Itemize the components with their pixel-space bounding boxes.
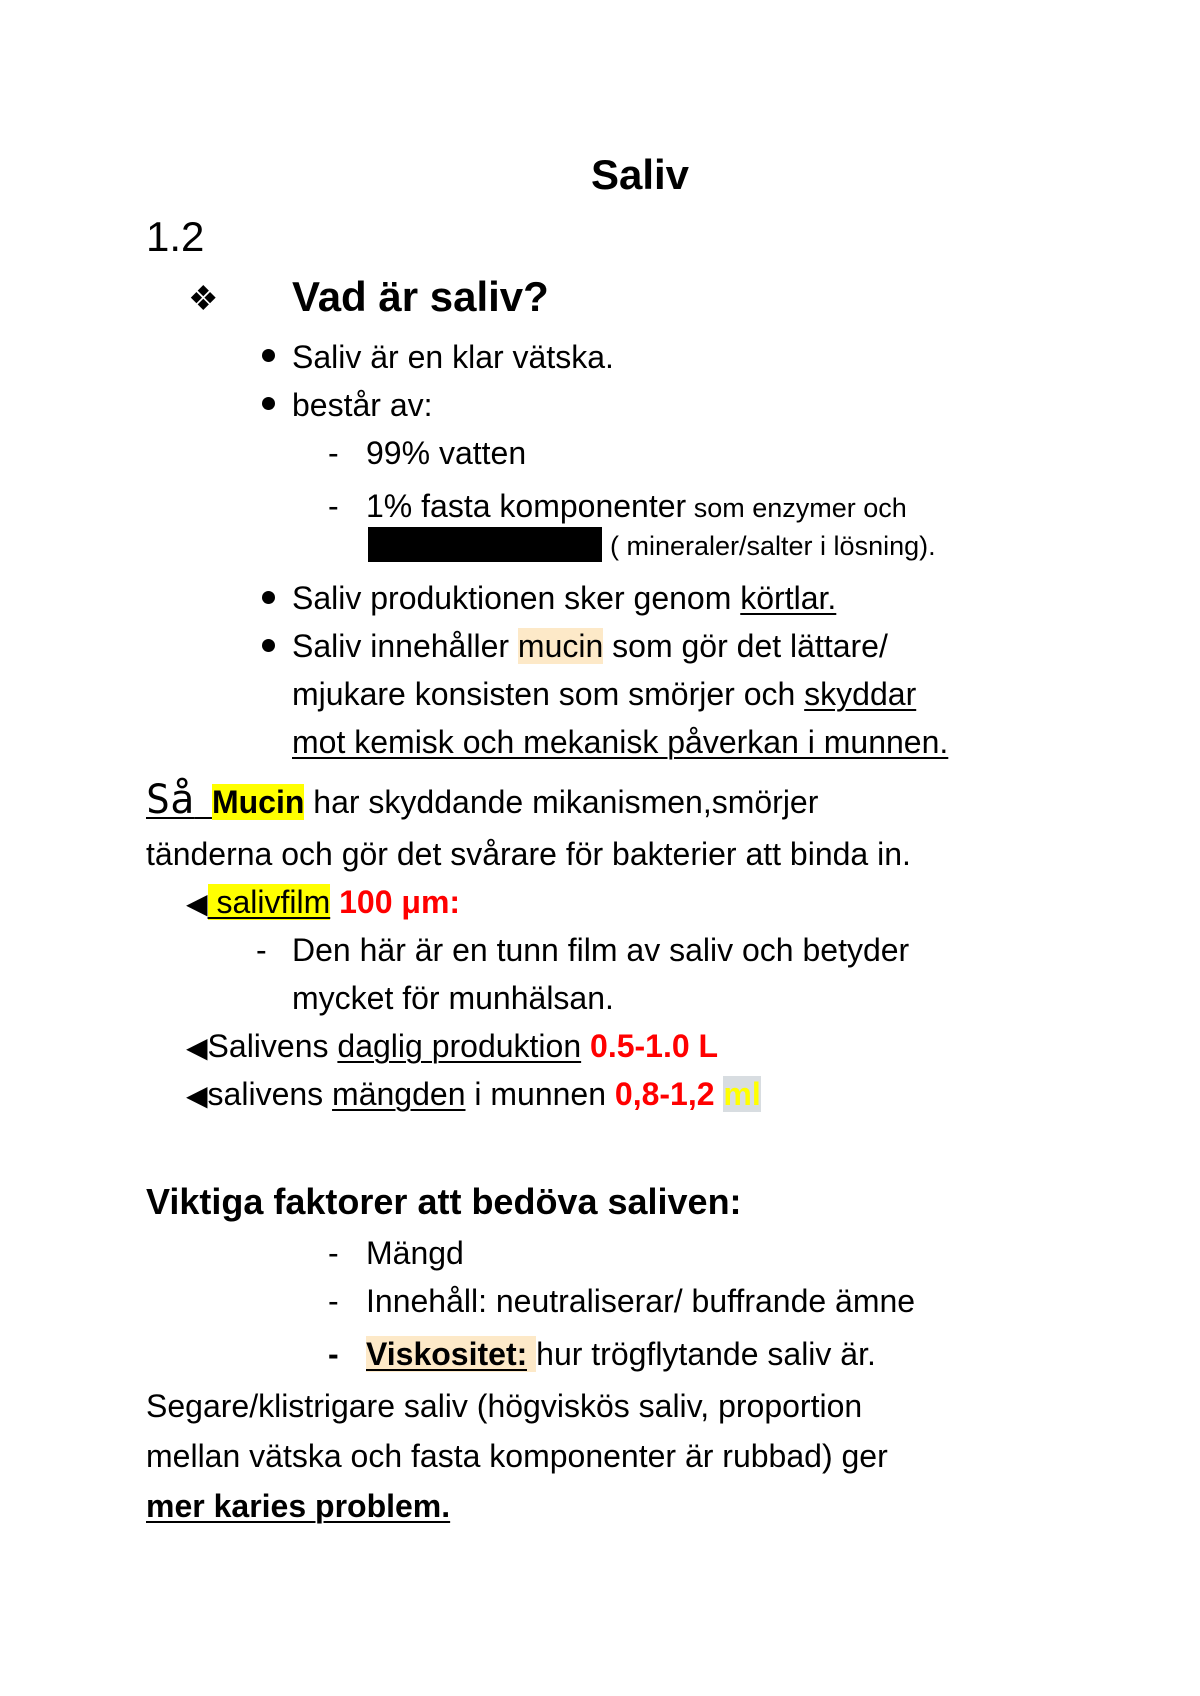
viscosity-label: Viskositet:: [366, 1336, 528, 1372]
sub-item-water: 99% vatten: [366, 435, 527, 471]
handwritten-sa: Så: [146, 777, 195, 823]
page-title: Saliv: [590, 151, 690, 198]
dash-icon: -: [328, 435, 339, 471]
daily-production-text: Salivens: [207, 1028, 338, 1064]
bullet-line-1: Saliv är en klar vätska.: [292, 339, 614, 375]
amount-text: salivens: [207, 1076, 333, 1112]
sub-item-minerals: ( mineraler/salter i lösning).: [610, 531, 936, 561]
sub-item-solids: [366, 486, 907, 533]
mucin-bold-highlight: Mucin: [211, 784, 305, 820]
bullet-dot-icon: [262, 397, 275, 410]
bullet-4-line2-text: mjukare konsisten som smörjer och: [292, 676, 805, 712]
bullet-line-2: består av:: [292, 387, 433, 423]
diamond-bullet-icon: ❖: [188, 280, 219, 318]
bullet-3-underlined: körtlar.: [740, 580, 837, 616]
salivfilm-label: salivfilm: [207, 884, 331, 920]
bullet-line-4: [292, 626, 888, 666]
mucin-paragraph-line-1: [146, 774, 818, 835]
factors-heading: Viktiga faktorer att bedöva saliven:: [146, 1181, 742, 1222]
bullet-4-text-cont: som gör det lättare/: [603, 628, 888, 664]
salivfilm-desc-2: mycket för munhälsan.: [292, 980, 614, 1016]
daily-production-line: [186, 1026, 718, 1068]
bullet-dot-icon: [262, 349, 275, 362]
closing-line-1: Segare/klistrigare saliv (högviskös saliv, proportion: [146, 1388, 863, 1424]
closing-line-3: [146, 1486, 450, 1526]
mucin-paragraph-text: har skyddande mikanismen,smörjer: [304, 784, 819, 820]
mucin-paragraph-line-2: tänderna och gör det svårare för bakterier att binda in.: [146, 836, 911, 872]
factor-content: Innehåll: neutraliserar/ buffrande ämne: [366, 1283, 916, 1319]
amount-text-mid: i munnen: [465, 1076, 615, 1112]
arrow-left-icon: ◀: [186, 1080, 208, 1111]
salivfilm-value: 100 μm:: [339, 884, 461, 920]
dash-icon: -: [328, 1235, 339, 1271]
bullet-4-text: Saliv innehåller: [292, 628, 518, 664]
mucin-highlight: mucin: [517, 628, 604, 664]
factor-amount: Mängd: [366, 1235, 464, 1271]
salivfilm-desc-1: Den här är en tunn film av saliv och betyder: [292, 932, 910, 968]
bullet-line-3: [292, 578, 836, 618]
amount-unit: ml: [723, 1076, 761, 1112]
bullet-dot-icon: [262, 639, 275, 652]
arrow-left-icon: ◀: [186, 1032, 208, 1063]
bullet-3-text: Saliv produktionen sker genom: [292, 580, 741, 616]
redaction-block: [368, 527, 602, 562]
daily-production-value: 0.5-1.0 L: [590, 1028, 719, 1064]
dash-icon: -: [328, 1283, 339, 1319]
amount-label: mängden: [332, 1076, 466, 1112]
dash-icon: -: [328, 488, 339, 524]
section-heading: Vad är saliv?: [292, 273, 549, 320]
bullet-dot-icon: [262, 591, 275, 604]
solids-main-text: 1% fasta komponenter: [366, 488, 687, 524]
factor-viscosity: [366, 1334, 876, 1374]
bullet-line-4c: [292, 722, 948, 762]
bullet-4-line2-underlined: skyddar: [804, 676, 917, 712]
bullet-4-line3-underlined: mot kemisk och mekanisk påverkan i munnen.: [292, 724, 949, 760]
salivfilm-line: [186, 882, 460, 924]
arrow-left-icon: ◀: [186, 888, 208, 919]
amount-value: 0,8-1,2: [614, 1076, 715, 1112]
dash-icon: -: [256, 932, 267, 968]
solids-small-text: som enzymer och: [686, 493, 907, 523]
dash-icon: -: [328, 1336, 339, 1372]
closing-line-2: mellan vätska och fasta komponenter är rubbad) ger: [146, 1438, 888, 1474]
viscosity-desc: hur trögflytande saliv är.: [536, 1336, 876, 1372]
amount-line: [186, 1074, 761, 1116]
section-number: 1.2: [146, 213, 205, 260]
bullet-line-4b: [292, 674, 916, 714]
daily-production-label: daglig produktion: [337, 1028, 582, 1064]
closing-emphasis: mer karies problem.: [146, 1488, 451, 1524]
